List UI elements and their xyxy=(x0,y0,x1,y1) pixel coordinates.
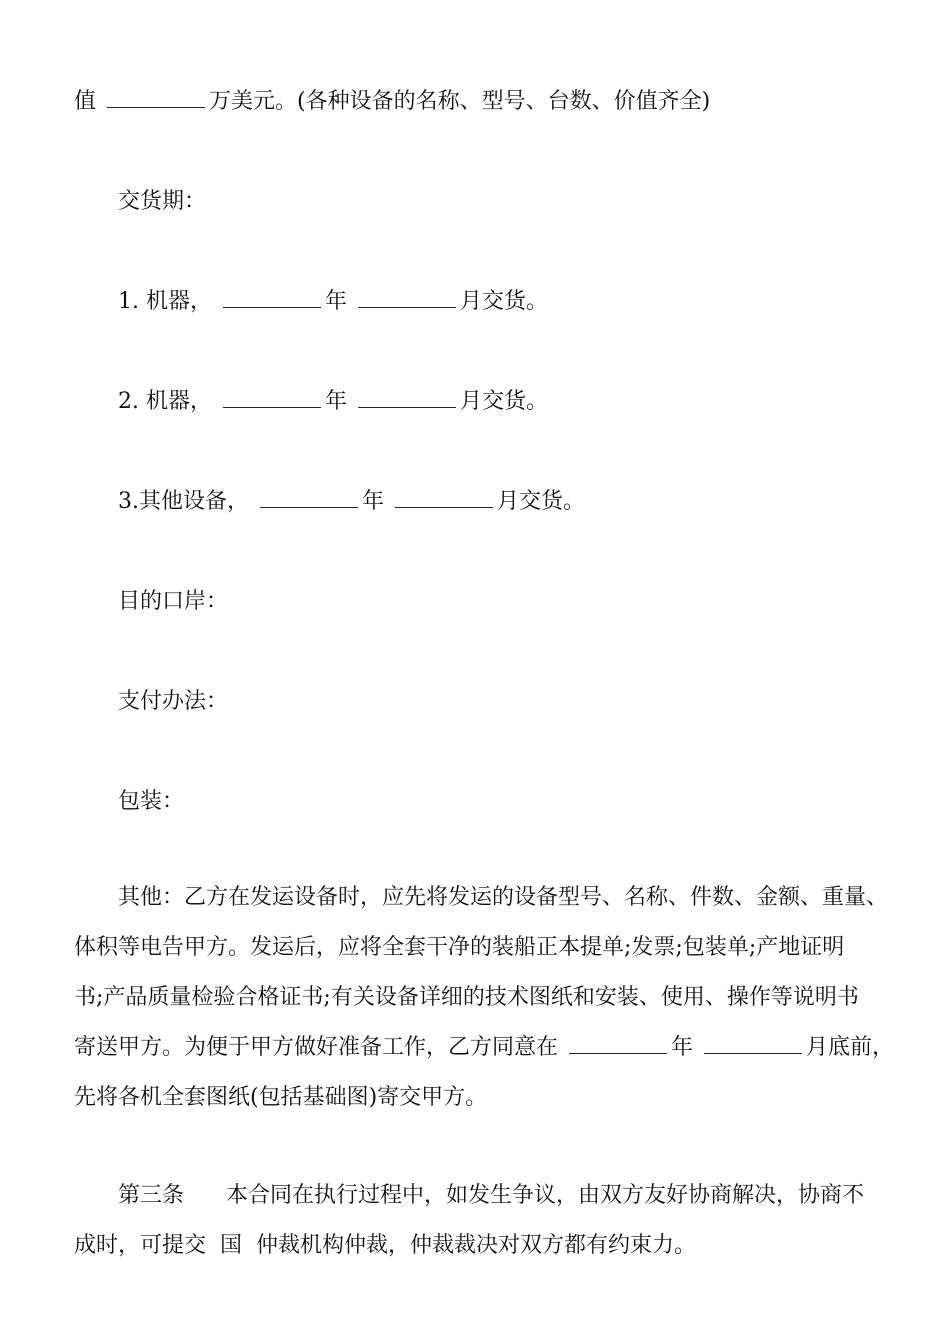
delivery-item-label: 3.其他设备， xyxy=(118,489,249,514)
other-line-4 xyxy=(74,1033,894,1063)
delivery-item-suffix: 月交货。 xyxy=(460,289,549,314)
month-blank xyxy=(358,389,456,408)
other-line-3: 书;产品质量检验合格证书;有关设备详细的技术图纸和安装、使用、操作等说明书 xyxy=(74,985,859,1010)
port-heading: 目的口岸： xyxy=(118,589,229,614)
other-line-1: 其他：乙方在发运设备时，应先将发运的设备型号、名称、件数、金额、重量、 xyxy=(118,885,889,910)
month-blank xyxy=(704,1035,802,1054)
other-line-4-text: 寄送甲方。为便于甲方做好准备工作，乙方同意在 xyxy=(74,1035,559,1060)
value-suffix: 万美元。(各种设备的名称、型号、台数、价值齐全) xyxy=(209,89,711,114)
value-line xyxy=(74,87,710,117)
month-blank xyxy=(395,489,493,508)
delivery-item-3 xyxy=(118,487,585,517)
year-blank xyxy=(260,489,358,508)
delivery-item-2 xyxy=(118,387,548,417)
other-line-4-suffix: 月底前， xyxy=(806,1035,895,1060)
year-blank xyxy=(223,289,321,308)
year-label: 年 xyxy=(324,389,347,414)
delivery-item-label: 2. 机器， xyxy=(118,389,212,414)
payment-heading: 支付办法： xyxy=(118,689,229,714)
other-line-5: 先将各机全套图纸(包括基础图)寄交甲方。 xyxy=(74,1085,488,1110)
article3-line-1: 第三条 本合同在执行过程中，如发生争议，由双方友好协商解决，协商不 xyxy=(118,1183,864,1208)
delivery-heading: 交货期： xyxy=(118,189,207,214)
delivery-item-label: 1. 机器， xyxy=(118,289,212,314)
value-blank xyxy=(107,89,205,108)
year-blank xyxy=(223,389,321,408)
article3-line-2: 成时，可提交 国 仲裁机构仲裁，仲裁裁决对双方都有约束力。 xyxy=(74,1233,696,1258)
year-label: 年 xyxy=(324,289,347,314)
packing-heading: 包装： xyxy=(118,789,185,814)
year-label: 年 xyxy=(362,489,385,514)
year-blank xyxy=(569,1035,667,1054)
year-label: 年 xyxy=(671,1035,694,1060)
other-line-2: 体积等电告甲方。发运后，应将全套干净的装船正本提单;发票;包装单;产地证明 xyxy=(74,935,845,960)
delivery-item-suffix: 月交货。 xyxy=(497,489,586,514)
value-prefix: 值 xyxy=(74,89,97,114)
month-blank xyxy=(358,289,456,308)
delivery-item-1 xyxy=(118,287,548,317)
delivery-item-suffix: 月交货。 xyxy=(460,389,549,414)
